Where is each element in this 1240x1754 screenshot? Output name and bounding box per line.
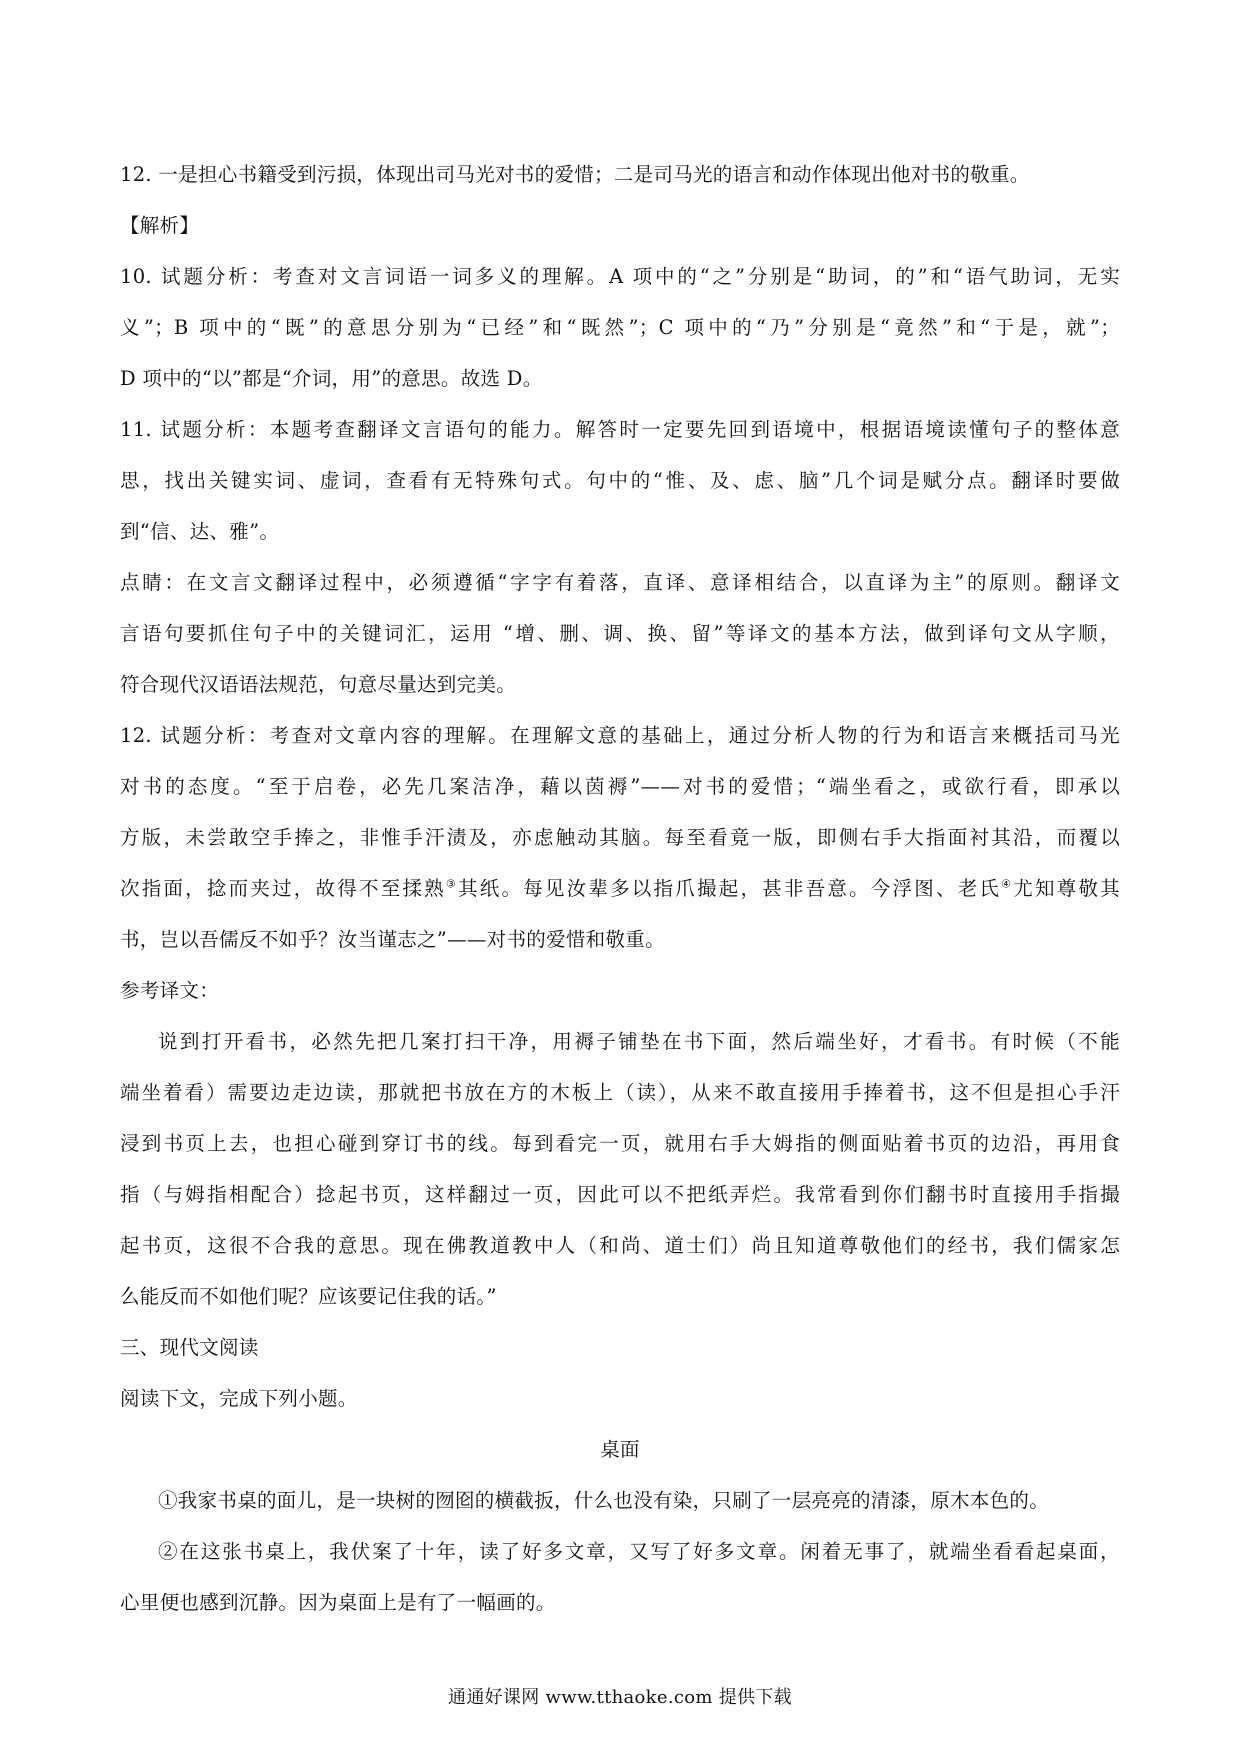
passage-paragraph-2-line-2: 心里便也感到沉静。因为桌面上是有了一幅画的。 [120, 1591, 556, 1614]
translation-line-4: 指（与姆指相配合）捻起书页，这样翻过一页，因此可以不把纸弄烂。我常看到你们翻书时直接用手指撮 [120, 1183, 1120, 1206]
translation-line-5: 起书页，这很不合我的意思。现在佛教道教中人（和尚、道士们）尚且知道尊敬他们的经书，我们儒家怎 [120, 1234, 1120, 1257]
analysis-11-line-2: 思，找出关键实词、虚词，查看有无特殊句式。句中的“惟、及、虑、脑”几个词是赋分点。翻译时要做 [120, 469, 1120, 492]
passage-title: 桌面 [600, 1438, 640, 1461]
analysis-10-line-1: 10. 试题分析：考查对文言词语一词多义的理解。A 项中的“之”分别是“助词，的”和“语气助词，无实 [120, 265, 1120, 288]
reading-instruction: 阅读下文，完成下列小题。 [120, 1387, 358, 1410]
section-modern-reading: 三、现代文阅读 [120, 1336, 259, 1359]
footnote-marker-3: ③ [445, 877, 458, 891]
analysis-12-line-4 [120, 872, 1120, 906]
analysis-12-line-4-before: 次指面，捻而夹过，故得不至揉熟 [120, 877, 446, 900]
reference-translation-heading: 参考译文： [120, 979, 220, 1002]
analysis-12-line-5: 书，岂以吾儒反不如乎？汝当谨志之”——对书的爱惜和敬重。 [120, 928, 665, 951]
analysis-12-line-2: 对书的态度。“至于启卷，必先几案洁净，藉以茵褥”——对书的爱惜；“端坐看之，或欲行看，即承以 [120, 775, 1120, 798]
analysis-12-line-3: 方版，未尝敢空手捧之，非惟手汗渍及，亦虑触动其脑。每至看竟一版，即侧右手大指面衬其沿，而覆以 [120, 826, 1120, 849]
tip-line-1: 点睛：在文言文翻译过程中，必须遵循“字字有着落，直译、意译相结合，以直译为主”的原则。翻译文 [120, 571, 1120, 594]
analysis-11-line-1: 11. 试题分析：本题考查翻译文言语句的能力。解答时一定要先回到语境中，根据语境读懂句子的整体意 [120, 418, 1120, 441]
analysis-10-line-2: 义”；B 项中的“既”的意思分别为“已经”和“既然”；C 项中的“乃”分别是“竟然”和“于是，就”； [120, 316, 1120, 339]
document-body [120, 158, 1120, 1637]
analysis-11-line-3: 到“信、达、雅”。 [120, 520, 280, 543]
page-footer: 通通好课网 www.tthaoke.com 提供下载 [448, 1687, 792, 1708]
analysis-heading: 【解析】 [120, 214, 200, 237]
translation-line-2: 端坐着看）需要边走边读，那就把书放在方的木板上（读），从来不敢直接用手捧着书，这不但是担心手汗 [120, 1081, 1120, 1104]
answer-12: 12. 一是担心书籍受到污损，体现出司马光对书的爱惜；二是司马光的语言和动作体现出他对书的敬重。 [120, 163, 1030, 186]
analysis-12-line-1: 12. 试题分析：考查对文章内容的理解。在理解文意的基础上，通过分析人物的行为和语言来概括司马光 [120, 724, 1120, 747]
passage-paragraph-2-line-1: ②在这张书桌上，我伏案了十年，读了好多文章，又写了好多文章。闲着无事了，就端坐看看起桌面， [158, 1540, 1120, 1563]
analysis-12-line-4-after: 尤知尊敬其 [1013, 877, 1120, 900]
tip-line-3: 符合现代汉语语法规范，句意尽量达到完美。 [120, 673, 517, 696]
translation-line-1: 说到打开看书，必然先把几案打扫干净，用褥子铺垫在书下面，然后端坐好，才看书。有时候（不能 [158, 1030, 1120, 1053]
translation-line-6: 么能反而不如他们呢？应该要记住我的话。” [120, 1285, 497, 1308]
analysis-12-line-4-middle: 其纸。每见汝辈多以指爪撮起，甚非吾意。今浮图、老氏 [458, 877, 1002, 900]
tip-line-2: 言语句要抓住句子中的关键词汇，运用 “增、删、调、换、留”等译文的基本方法，做到译句文从字顺， [120, 622, 1120, 645]
translation-line-3: 浸到书页上去，也担心碰到穿订书的线。每到看完一页，就用右手大姆指的侧面贴着书页的边沿，再用食 [120, 1132, 1120, 1155]
footnote-marker-4: ④ [1001, 877, 1014, 891]
analysis-10-line-3: D 项中的“以”都是“介词，用”的意思。故选 D。 [120, 367, 543, 390]
passage-paragraph-1: ①我家书桌的面儿，是一块树的囫囵的横截扳，什么也没有染，只刷了一层亮亮的清漆，原木本色的。 [158, 1489, 1050, 1512]
